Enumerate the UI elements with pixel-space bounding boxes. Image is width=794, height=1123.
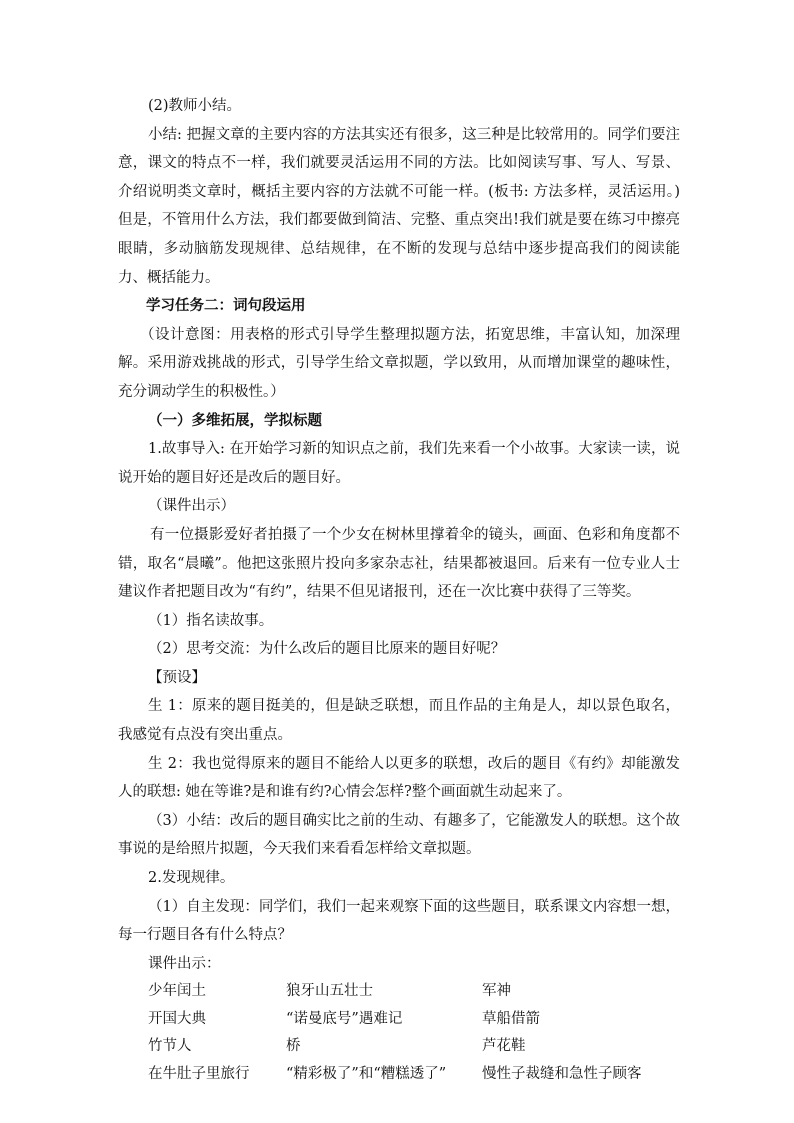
summary-paragraph: 小结: 把握文章的主要内容的方法其实还有很多，这三种是比较常用的。同学们要注意，课文的特点不一样，我们就要灵活运用不同的方法。比如阅读写事、写人、写景、介绍说明类文章时，概括主要内容的方法就不可能一样。(板书: 方法多样，灵活运用。)但是，不管用什么方法，我们都要做到简洁、完整、重点突出!我们就是要在练习中擦亮眼睛，多动脑筋发现规律、总结规律，在不断的发现与总结中逐步提高我们的阅读能力、概括能力。 [118,126,680,286]
task-two-heading: 学习任务二：词句段运用 [146,297,306,315]
titles-row [118,1006,680,1034]
titles-grid [118,978,680,1088]
title-cell: 芦花鞋 [482,1038,526,1055]
title-cell: 狼牙山五壮士 [286,983,373,1000]
title-cell: 开国大典 [148,1010,206,1027]
title-cell: 竹节人 [148,1038,192,1055]
subsection-teacher-summary: (2)教师小结。 [148,98,242,114]
document-body [118,92,680,1088]
titles-row [118,1033,680,1061]
preset-label: 【预设】 [148,669,206,686]
title-cell: 少年闰土 [148,983,206,1000]
titles-row [118,1061,680,1089]
self-discovery-paragraph: （1）自主发现：同学们，我们一起来观察下面的这些题目，联系课文内容想一想，每一行题目各有什么特点？ [118,898,680,944]
title-cell: “精彩极了”和“糟糕透了” [286,1065,447,1082]
courseware-note-2: 课件出示： [148,955,221,972]
discover-rules-heading: 2.发现规律。 [148,870,235,887]
titles-row [118,978,680,1006]
title-cell: “诺曼底号”遇难记 [286,1010,403,1027]
title-cell: 慢性子裁缝和急性子顾客 [482,1065,642,1082]
story-intro-paragraph: 1.故事导入: 在开始学习新的知识点之前，我们先来看一个小故事。大家读一读，说说开始的题目好还是改后的题目好。 [118,441,680,486]
section-one-heading: （一）多维拓展，学拟标题 [148,411,322,429]
step-discuss: （2）思考交流：为什么改后的题目比原来的题目好呢？ [148,641,506,658]
step-summary: （3）小结：改后的题目确实比之前的生动、有趣多了，它能激发人的联想。这个故事说的是给照片拟题，今天我们来看看怎样给文章拟题。 [118,812,680,858]
student-2-answer: 生 2：我也觉得原来的题目不能给人以更多的联想，改后的题目《有约》却能激发人的联想: 她在等谁?是和谁有约?心情会怎样?整个画面就生动起来了。 [118,755,680,801]
step-read-story: （1）指名读故事。 [148,612,274,629]
title-cell: 桥 [286,1038,301,1055]
student-1-answer: 生 1：原来的题目挺美的，但是缺乏联想，而且作品的主角是人，却以景色取名，我感觉有点没有突出重点。 [118,698,680,744]
title-cell: 草船借箭 [482,1010,540,1027]
title-cell: 军神 [482,983,511,1000]
courseware-note-1: （课件出示） [148,498,235,515]
story-paragraph: 有一位摄影爱好者拍摄了一个少女在树林里撑着伞的镜头，画面、色彩和角度都不错，取名“晨曦”。他把这张照片投向多家杂志社，结果都被退回。后来有一位专业人士建议作者把题目改为“有约”，结果不但见诸报刊，还在一次比赛中获得了三等奖。 [118,526,680,601]
title-cell: 在牛肚子里旅行 [148,1065,250,1082]
design-intent-paragraph: （设计意图：用表格的形式引导学生整理拟题方法，拓宽思维，丰富认知，加深理解。采用游戏挑战的形式，引导学生给文章拟题，学以致用，从而增加课堂的趣味性，充分调动学生的积极性。） [118,326,680,400]
